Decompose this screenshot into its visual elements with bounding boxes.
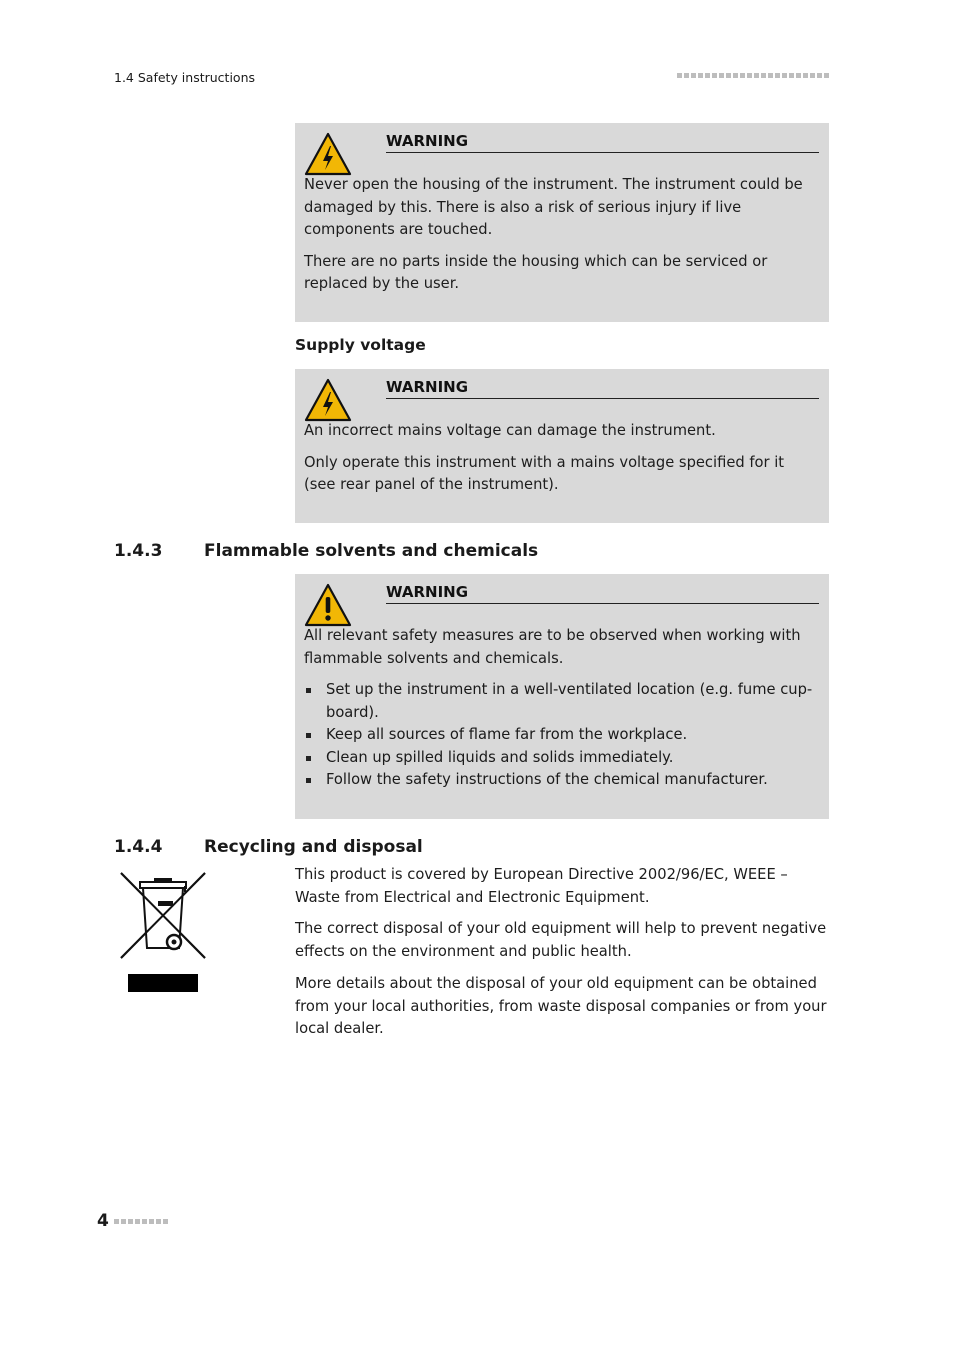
paragraph: More details about the disposal of your old equipment can be obtained from your local authorities, from waste disposal companies or from your local dealer. <box>295 975 827 1037</box>
warning-text: An incorrect mains voltage can damage the instrument. <box>304 422 716 439</box>
warning-title: WARNING <box>386 123 819 153</box>
warning-text: Never open the housing of the instrument. The instrument could be damaged by this. There is also a risk of serious injury if live components are touched. <box>304 176 803 238</box>
section-title: Recycling and disposal <box>204 837 423 857</box>
header-decoration <box>677 73 829 78</box>
page-number: 4 <box>97 1211 109 1231</box>
list-item: Set up the instrument in a well-ventilated location (e.g. fume cup-board). <box>304 679 819 724</box>
warning-text: Only operate this instrument with a mains voltage specified for it (see rear panel of the instrument). <box>304 453 785 493</box>
paragraph: The correct disposal of your old equipment will help to prevent negative effects on the environment and public health. <box>295 920 827 960</box>
paragraph: This product is covered by European Directive 2002/96/EC, WEEE – Waste from Electrical and Electronic Equipment. <box>295 866 788 906</box>
section-title: Flammable solvents and chemicals <box>204 541 539 561</box>
warning-box-flammable <box>295 574 829 819</box>
section-heading-1-4-3 <box>114 541 538 561</box>
crossed-out-wheelie-bin-icon <box>118 870 208 995</box>
section-number: 1.4.3 <box>114 541 163 561</box>
warning-box-voltage <box>295 369 829 523</box>
warning-box-housing <box>295 123 829 322</box>
warning-text: There are no parts inside the housing which can be serviced or replaced by the user. <box>304 252 768 292</box>
list-item: Keep all sources of flame far from the workplace. <box>304 724 819 747</box>
running-header: 1.4 Safety instructions <box>114 70 256 85</box>
section-number: 1.4.4 <box>114 837 163 857</box>
warning-title: WARNING <box>386 574 819 604</box>
supply-voltage-heading: Supply voltage <box>295 336 426 354</box>
list-item: Follow the safety instructions of the chemical manufacturer. <box>304 769 819 792</box>
electric-shock-icon <box>304 132 352 176</box>
warning-title: WARNING <box>386 369 819 399</box>
list-item: Clean up spilled liquids and solids immediately. <box>304 747 819 770</box>
recycling-text <box>295 864 829 1041</box>
section-heading-1-4-4 <box>114 837 423 857</box>
warning-bullet-list <box>304 679 819 792</box>
footer-decoration <box>114 1219 168 1224</box>
exclamation-icon <box>304 583 352 627</box>
electric-shock-icon <box>304 378 352 422</box>
warning-text: All relevant safety measures are to be observed when working with flammable solvents and chemicals. <box>304 627 801 667</box>
